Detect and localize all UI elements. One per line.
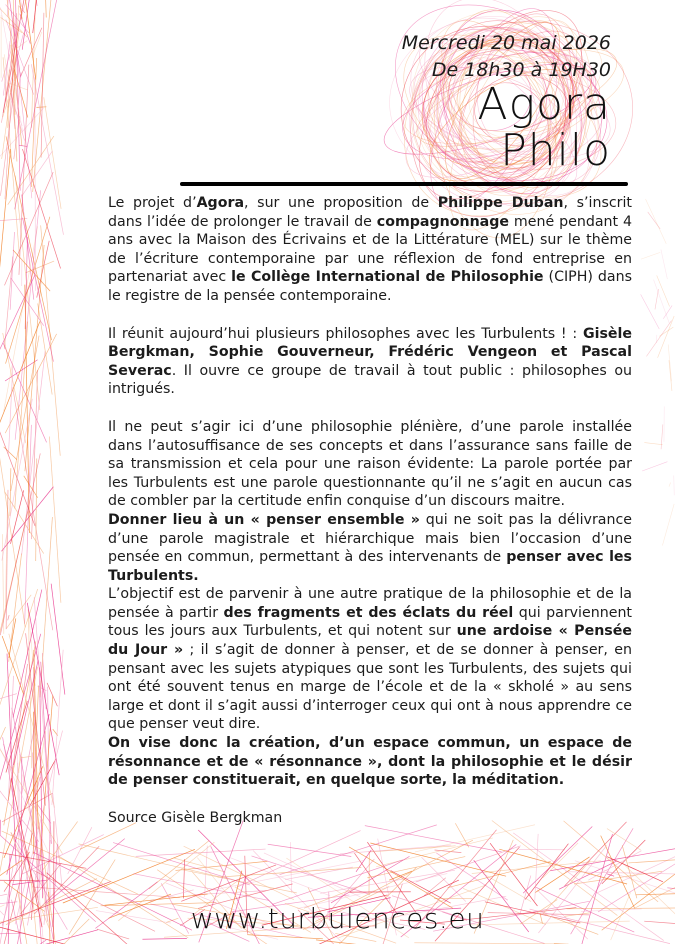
text-run: . Il ouvre ce groupe de travail à tout public : philosophes ou intrigués.: [108, 362, 632, 398]
text-run: Le projet d’: [108, 195, 197, 211]
bold-text-run: On vise donc la création, d’un espace commun, un espace de résonnance et de « résonnance », dont la philosophie et le désir de penser constituerait, en quelque sorte, la méditation.: [108, 735, 632, 789]
text-run: Il réunit aujourd’hui plusieurs philosophes avec les Turbulents ! :: [108, 325, 583, 342]
text-run: qui ne soit pas la délivrance d’une parole magistrale et hiérarchique mais bien l’occasion d’une pensée en commun, permettant à des intervenants de: [108, 511, 632, 566]
bold-text-run: une ardoise « Pensée du Jour »: [108, 623, 632, 659]
text-run: Il ne peut s’agir ici d’une philosophie plénière, d’une parole installée dans l’autosuffisance de ses concepts et dans l’assurance sans faille de sa transmission et cela pour une raison évidente: La parole portée par les Turbulents est une parole questionnante qu’il ne s’agit en aucun cas de combler par la certitude enfin conquise d’un discours maitre.: [108, 418, 632, 510]
bold-text-run: Agora: [196, 195, 245, 211]
bold-text-run: penser avec les Turbulents.: [108, 549, 632, 584]
text-run: , s’inscrit dans l’idée de prolonger le travail de: [108, 195, 632, 230]
text-run: qui parviennent tous les jours aux Turbulents, et qui notent sur: [108, 604, 632, 640]
text-run: Source Gisèle Bergkman: [108, 809, 283, 826]
bold-text-run: le Collège International de Philosophie: [231, 269, 544, 286]
event-date-time: [402, 30, 611, 84]
title-line-1: Agora: [477, 79, 611, 130]
article-body: [108, 194, 632, 827]
paragraph-conclusion: [108, 734, 632, 790]
paragraph-penser-ensemble: [108, 511, 632, 585]
paragraph-source: [108, 809, 632, 828]
event-date: Mercredi 20 mai 2026: [401, 32, 611, 54]
bold-text-run: Philippe Duban: [437, 195, 564, 211]
text-run: (CIPH) dans le registre de la pensée contemporaine.: [108, 269, 632, 304]
text-run: mené pendant 4 ans avec la Maison des Écrivains et de la Littérature (MEL) sur le thème de l’écriture contemporaine par une réflexion de fond entreprise en partenariat avec: [108, 213, 632, 286]
event-time: De 18h30 à 19H30: [431, 59, 611, 81]
text-run: L’objectif est de parvenir à une autre pratique de la philosophie et de la pensée à partir: [108, 586, 632, 621]
bold-text-run: Gisèle Bergkman, Sophie Gouverneur, Frédéric Vengeon et Pascal Severac: [108, 325, 632, 379]
page-title: [477, 79, 611, 176]
title-line-2: Philo: [500, 125, 611, 176]
paragraph-philosophers: [108, 325, 632, 399]
title-underline: [180, 182, 628, 186]
bold-text-run: Donner lieu à un « penser ensemble »: [108, 511, 420, 528]
bold-text-run: des fragments et des éclats du réel: [223, 604, 514, 621]
paragraph-philosophy: [108, 418, 632, 511]
paragraph-objectif: [108, 585, 632, 734]
footer-website-link[interactable]: www.turbulences.eu: [190, 902, 485, 935]
paragraph-intro: [108, 194, 632, 306]
bold-text-run: compagnonnage: [376, 213, 510, 230]
text-run: ; il s’agit de donner à penser, et de se donner à penser, en pensant avec les sujets atypiques que sont les Turbulents, des sujets qui ont été souvent tenus en marge de l’école et de la « skholé » au sens large et dont il s’agit aussi d’interroger ceux qui ont à nous apprendre ce que penser veut dire.: [108, 642, 632, 733]
text-run: , sur une proposition de: [244, 195, 438, 211]
